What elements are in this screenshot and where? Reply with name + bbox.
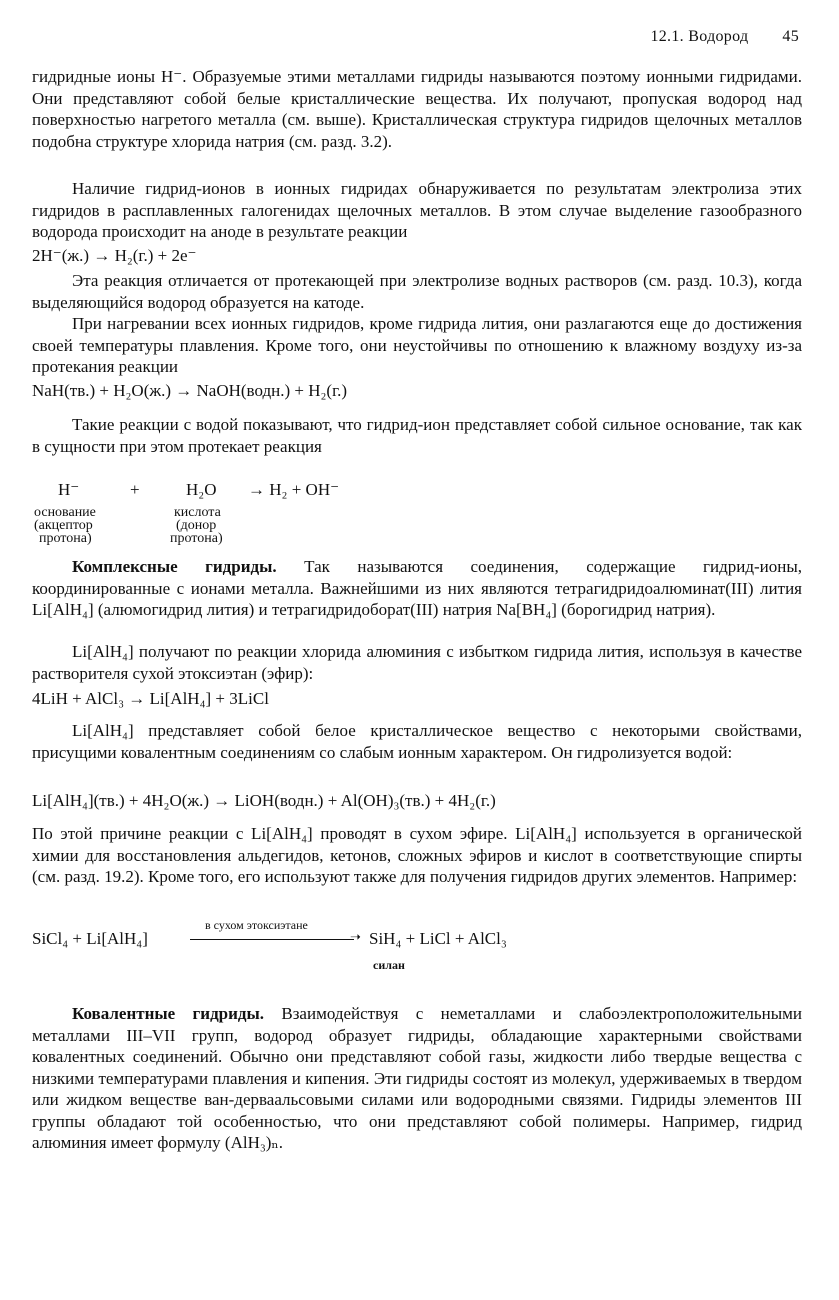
paragraph-5-text: Такие реакции с водой показывают, что гидрид-ион представляет собой сильное основание, так как в сущности при этом протекает реакция <box>32 415 802 456</box>
reaction-water: H₂O <box>186 480 217 499</box>
base-label-line-3: протона) <box>39 531 92 546</box>
silane-label: силан <box>373 958 405 972</box>
reaction-products: → H₂ + OH⁻ <box>248 480 340 499</box>
paragraph-8 <box>32 720 802 763</box>
reaction-plus: + <box>130 480 140 499</box>
paragraph-5 <box>32 414 802 457</box>
paragraph-10 <box>32 1003 802 1154</box>
acid-label-line-3: протона) <box>170 531 223 546</box>
reaction-h-minus: H⁻ <box>58 480 80 499</box>
paragraph-9-text: По этой причине реакции с Li[AlH₄] проводят в сухом эфире. Li[AlH₄] используется в органической химии для восстановления альдегидов, кетонов, сложных эфиров и кислот в соответствующие спирты (см. разд. 19.2). Кроме того, его используют также для получения гидридов других элементов. Например: <box>32 824 802 886</box>
acid-label <box>170 506 223 545</box>
paragraph-4 <box>32 313 802 378</box>
complex-hydrides-title: Комплексные гидриды. <box>72 557 277 576</box>
page-header <box>650 28 799 46</box>
paragraph-10-text: Взаимодействуя с неметаллами и слабоэлектроположительными металлами III–VII групп, водород образует гидриды, обладающие характерными свойствами ковалентных соединений. Обычно они представляют собой газы, жидкости либо твердые вещества с низкими температурами плавления и кипения. Эти гидриды состоят из молекул, удерживаемых в твердом или жидком веществе ван-дерваальсовыми силами или водородными связями. Гидриды элементов III группы обладают той особенностью, что они представляют собой полимеры. Например, гидрид алюминия имеет формулу (AlH₃)ₙ. <box>32 1004 802 1152</box>
equation-2: NaH(тв.) + H₂O(ж.) → NaOH(водн.) + H₂(г.) <box>32 381 348 400</box>
equation-3: 4LiH + AlCl₃ → Li[AlH₄] + 3LiCl <box>32 689 269 708</box>
paragraph-2 <box>32 178 802 243</box>
acid-label-line-2: (донор <box>176 518 217 533</box>
paragraph-3-text: Эта реакция отличается от протекающей при электролизе водных растворов (см. разд. 10.3), когда выделяющийся водород образуется на катоде. <box>32 271 802 312</box>
page-number: 45 <box>782 28 799 45</box>
equation-5-condition: в сухом этоксиэтане <box>205 918 308 932</box>
base-label-line-1: основание <box>34 505 96 520</box>
paragraph-8-text: Li[AlH₄] представляет собой белое кристаллическое вещество с некоторыми свойствами, присущими ковалентным соединениям со слабым ионным характером. Он гидролизуется водой: <box>32 721 802 762</box>
paragraph-6-text: Так называются соединения, содержащие гидрид-ионы, координированные с ионами металла. Важнейшими из них являются тетрагидридоалюминат(III) лития Li[AlH₄] (алюмогидрид лития) и тетрагидридоборат(III) натрия Na[BH₄] (борогидрид натрия). <box>32 557 802 619</box>
paragraph-2-text: Наличие гидрид-ионов в ионных гидридах обнаруживается по результатам электролиза этих гидридов в расплавленных галогенидах щелочных металлов. В этом случае выделение газообразного водорода происходит на аноде в результате реакции <box>32 179 802 241</box>
section-title: 12.1. Водород <box>650 28 749 45</box>
paragraph-7 <box>32 641 802 684</box>
equation-5-left: SiCl₄ + Li[AlH₄] <box>32 929 148 948</box>
paragraph-1 <box>32 66 802 152</box>
paragraph-3 <box>32 270 802 313</box>
paragraph-7-text: Li[AlH₄] получают по реакции хлорида алюминия с избытком гидрида лития, используя в качестве растворителя сухой этоксиэтан (эфир): <box>32 642 802 683</box>
acid-label-line-1: кислота <box>174 505 221 520</box>
reaction-arrow-head: ➝ <box>350 929 361 944</box>
equation-4: Li[AlH₄](тв.) + 4H₂O(ж.) → LiOH(водн.) + Al(OH)₃(тв.) + 4H₂(г.) <box>32 791 496 810</box>
equation-5-right: SiH₄ + LiCl + AlCl₃ <box>369 929 507 948</box>
paragraph-1-text: гидридные ионы H⁻. Образуемые этими металлами гидриды называются поэтому ионными гидридами. Они представляют собой белые кристаллические вещества. Их получают, пропуская водород над поверхностью нагретого металла (см. выше). Кристаллическая структура гидридов щелочных металлов подобна структуре хлорида натрия (см. разд. 3.2). <box>32 67 802 151</box>
paragraph-9 <box>32 823 802 888</box>
reaction-arrow-line <box>190 939 354 940</box>
covalent-hydrides-title: Ковалентные гидриды. <box>72 1004 265 1023</box>
base-label-line-2: (акцептор <box>34 518 93 533</box>
paragraph-4-text: При нагревании всех ионных гидридов, кроме гидрида лития, они разлагаются еще до достижения своей температуры плавления. Кроме того, они неустойчивы по отношению к влажному воздуху из-за протекания реакции <box>32 314 802 376</box>
paragraph-6 <box>32 556 802 621</box>
equation-1: 2H⁻(ж.) → H₂(г.) + 2e⁻ <box>32 246 197 265</box>
base-label <box>34 506 96 545</box>
